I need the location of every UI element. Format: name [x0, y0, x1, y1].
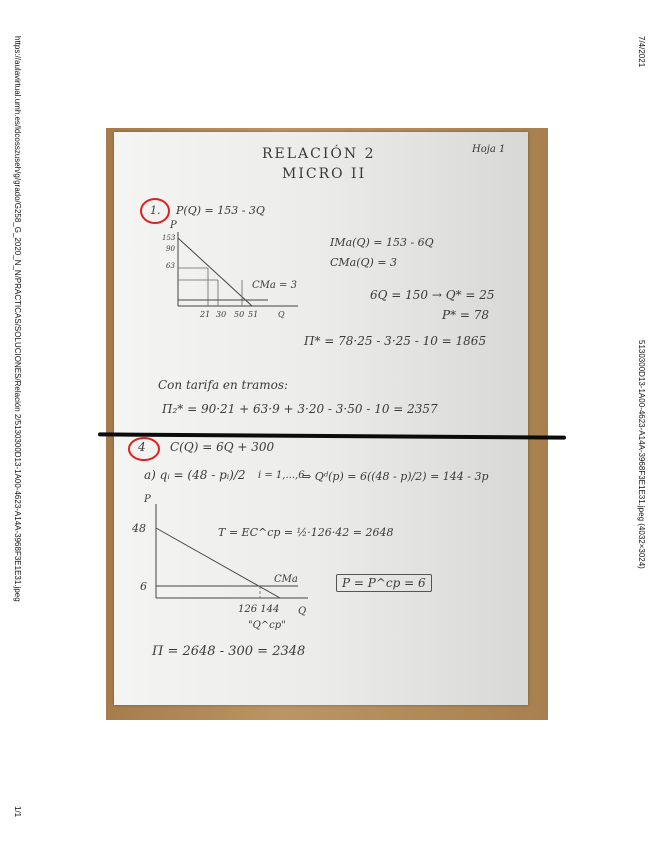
paper-sheet: [114, 132, 528, 705]
graph2-q-axis: Q: [298, 606, 307, 617]
ex4-part-a: a) qᵢ = (48 - pᵢ)/2: [144, 468, 246, 482]
p-star: P* = 78: [442, 308, 490, 322]
sheet-subtitle: MICRO II: [282, 166, 367, 182]
profit-1: Π* = 78·25 - 3·25 - 10 = 1865: [304, 334, 487, 348]
url-margin-text: https://aulavirtual.umh.es/ldcosszuseh/g/grado/G258_G_2020_N_N/PRACTICAS/SOLUCIONES/Relación 2/5130300D13-1A00-4623-A14A-3968F3E1E31.jpeg: [13, 36, 22, 602]
graph2-ytick-6: 6: [140, 580, 147, 593]
sheet-page-label: Hoja 1: [472, 144, 506, 155]
sheet-title: RELACIÓN 2: [262, 146, 376, 162]
graph1-cma-label: CMa = 3: [252, 280, 297, 291]
graph1-xtick-21: 21: [200, 310, 211, 319]
q-solution: 6Q = 150 → Q* = 25: [370, 288, 495, 302]
ex4-profit: Π = 2648 - 300 = 2348: [152, 644, 306, 659]
photo-of-notes: [106, 128, 548, 720]
graph-1: [158, 228, 308, 328]
ex4-surplus: T = EC^cp = ½·126·42 = 2648: [218, 526, 394, 539]
ex1-demand: P(Q) = 153 - 3Q: [176, 204, 265, 217]
graph2-p-axis: P: [144, 494, 151, 505]
ex1-number: 1.: [150, 204, 161, 217]
graph-2: [148, 500, 318, 610]
profit-2: Π₂* = 90·21 + 63·9 + 3·20 - 3·50 - 10 = 2357: [162, 402, 438, 416]
ex4-number: 4: [138, 440, 146, 454]
filename-margin-text: 5130300D13-1A00-4623-A14A-3968F3E1E31.jpeg (4032×3024): [637, 340, 646, 569]
graph2-xtick: 126 144: [238, 604, 280, 615]
cma-equation: CMa(Q) = 3: [330, 256, 398, 269]
ex4-demand: ⇒ Qᵈ(p) = 6((48 - p)/2) = 144 - 3p: [302, 470, 489, 483]
graph2-ytick-48: 48: [132, 522, 146, 535]
ex4-cost: C(Q) = 6Q + 300: [170, 440, 275, 454]
ex4-range: i = 1,...,6: [258, 470, 305, 481]
graph1-ytick-63: 63: [166, 262, 175, 270]
img-equation: IMa(Q) = 153 - 6Q: [330, 236, 434, 249]
graph2-qcp-label: "Q^cp": [248, 620, 286, 631]
graph1-ytick-90: 90: [166, 245, 175, 253]
graph2-cma-label: CMa: [274, 574, 298, 585]
graph1-p-axis: P: [170, 220, 177, 231]
graph1-xtick-51: 51: [248, 310, 259, 319]
print-date: 7/4/2021: [637, 36, 646, 68]
graph1-xtick-30: 30: [216, 310, 227, 319]
graph1-q-axis: Q: [278, 310, 285, 319]
graph1-xtick-50: 50: [234, 310, 245, 319]
ex4-price-box: P = P^cp = 6: [336, 574, 432, 592]
page-number: 1/1: [13, 806, 22, 818]
graph1-ytick-153: 153: [162, 234, 176, 242]
tramos-label: Con tarifa en tramos:: [158, 378, 289, 392]
